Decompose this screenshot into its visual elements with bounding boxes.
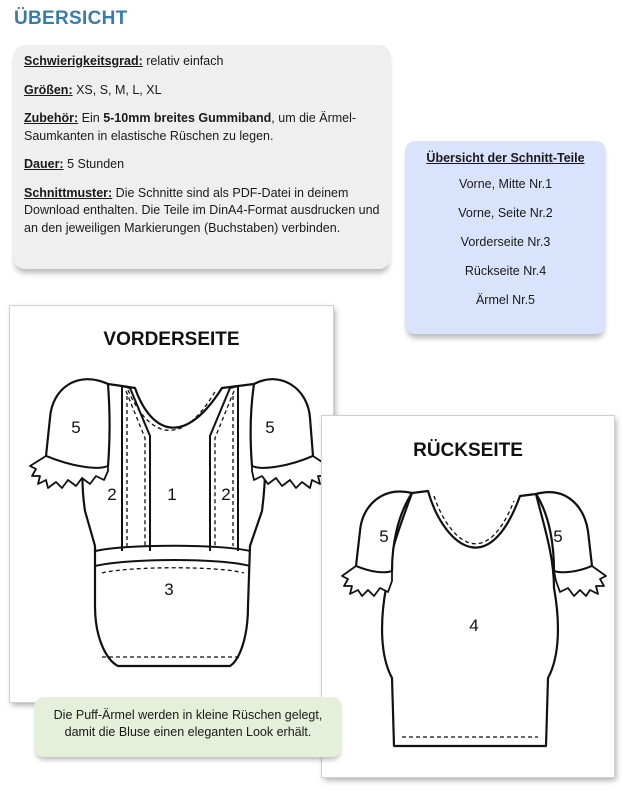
back-label-sleeve-right: 5	[553, 527, 563, 546]
accessories-line	[24, 110, 381, 145]
accessories-label: Zubehör:	[24, 111, 79, 125]
front-view-card	[10, 306, 333, 702]
duration-line	[24, 156, 381, 174]
parts-item: Vorne, Seite Nr.2	[458, 206, 553, 220]
parts-overview-box	[405, 141, 606, 334]
pattern-label: Schnittmuster:	[24, 185, 113, 200]
sizes-label: Größen:	[24, 82, 73, 97]
parts-heading: Übersicht der Schnitt-Teile	[426, 151, 585, 165]
back-label-sleeve-left: 5	[379, 527, 389, 546]
front-pattern-illustration	[10, 306, 333, 702]
info-box	[13, 45, 391, 269]
duration-value: 5 Stunden	[63, 157, 125, 171]
difficulty-label: Schwierigkeitsgrad:	[24, 54, 143, 68]
front-label-side-right: 2	[221, 485, 231, 504]
page-title: ÜBERSICHT	[14, 8, 128, 29]
back-view-title: RÜCKSEITE	[413, 440, 523, 461]
sleeve-note-box	[34, 697, 342, 757]
front-label-sleeve-left: 5	[71, 418, 81, 437]
back-view-card	[322, 416, 614, 777]
back-label-body: 4	[469, 616, 479, 635]
difficulty-line	[24, 53, 381, 71]
sizes-value: XS, S, M, L, XL	[72, 82, 162, 97]
front-label-waist: 3	[164, 580, 174, 599]
pattern-value: Die Schnitte sind als PDF-Datei in deinem Download enthalten. Die Teile im DinA4-Format ausdrucken und an den jeweiligen Markierungen (Buchstaben) verbinden.	[24, 185, 380, 235]
parts-item: Ärmel Nr.5	[475, 293, 536, 307]
front-label-side-left: 2	[107, 485, 117, 504]
front-label-sleeve-right: 5	[265, 418, 275, 437]
duration-label: Dauer:	[24, 157, 64, 171]
parts-item: Vorderseite Nr.3	[460, 235, 551, 249]
parts-item: Vorne, Mitte Nr.1	[458, 177, 553, 191]
sleeve-note-text: Die Puff-Ärmel werden in kleine Rüschen gelegt, damit die Bluse einen eleganten Look erhält.	[53, 708, 323, 739]
accessories-pre: Ein	[78, 111, 104, 125]
accessories-post: , um die Ärmel-Saumkanten in elastische Rüschen zu legen.	[24, 111, 357, 143]
pattern-line	[24, 185, 381, 238]
front-label-center: 1	[167, 485, 177, 504]
parts-item: Rückseite Nr.4	[464, 264, 547, 278]
difficulty-value: relativ einfach	[142, 54, 224, 68]
back-pattern-illustration	[322, 416, 614, 777]
sizes-line	[24, 82, 381, 100]
front-view-title: VORDERSEITE	[103, 329, 240, 350]
accessories-bold: 5-10mm breites Gummiband	[103, 111, 272, 125]
